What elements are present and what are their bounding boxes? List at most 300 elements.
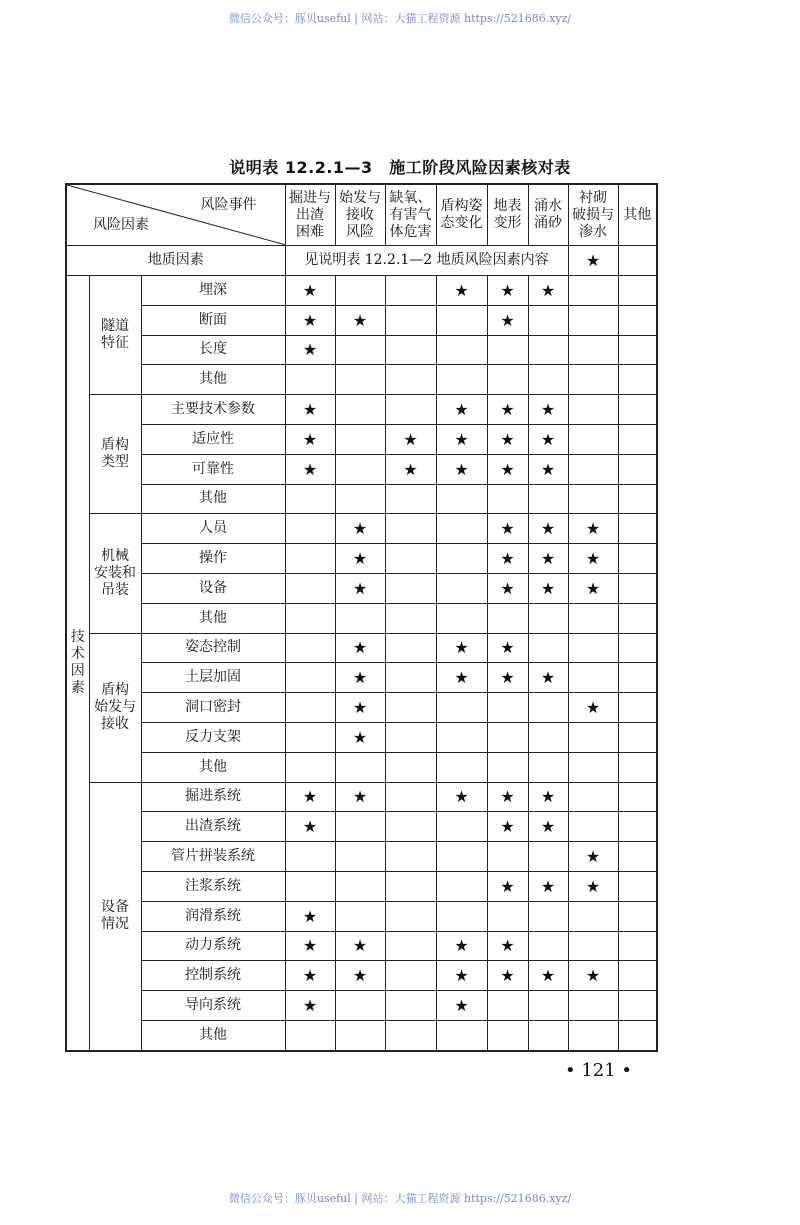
- empty-cell: [487, 842, 528, 872]
- empty-cell: [487, 693, 528, 723]
- geology-label: 地质因素: [66, 246, 285, 276]
- group-label: [89, 633, 141, 782]
- table-row: [66, 573, 657, 603]
- group-label-line: 特征: [101, 335, 129, 352]
- star-mark: ★: [436, 991, 487, 1021]
- star-mark: ★: [487, 782, 528, 812]
- event-header-line: 盾构姿: [440, 198, 483, 214]
- event-header-line: 涌水: [534, 198, 562, 214]
- factor-name: 其他: [141, 603, 285, 633]
- factor-name: 姿态控制: [141, 633, 285, 663]
- empty-cell: [568, 454, 618, 484]
- empty-cell: [385, 603, 436, 633]
- risk-factor-checklist-table: [65, 183, 658, 1052]
- empty-cell: [285, 1020, 335, 1050]
- empty-cell: [568, 424, 618, 454]
- empty-cell: [436, 842, 487, 872]
- star-mark: ★: [385, 424, 436, 454]
- group-label-line: 情况: [101, 916, 129, 933]
- empty-cell: [618, 335, 657, 365]
- star-mark: ★: [335, 722, 385, 752]
- empty-cell: [385, 782, 436, 812]
- star-mark: ★: [335, 633, 385, 663]
- empty-cell: [335, 871, 385, 901]
- table-row: [66, 395, 657, 425]
- geology-note: 见说明表 12.2.1—2 地质风险因素内容: [285, 246, 568, 276]
- star-mark: ★: [528, 573, 568, 603]
- empty-cell: [436, 871, 487, 901]
- corner-factor-label: 风险因素: [93, 217, 149, 233]
- star-mark: ★: [487, 931, 528, 961]
- geology-other-cell: [618, 246, 657, 276]
- factor-name: 人员: [141, 514, 285, 544]
- group-label: [89, 395, 141, 514]
- star-mark: ★: [285, 812, 335, 842]
- factor-name: 掘进系统: [141, 782, 285, 812]
- empty-cell: [618, 633, 657, 663]
- empty-cell: [568, 603, 618, 633]
- table-row: [66, 335, 657, 365]
- star-mark: ★: [385, 454, 436, 484]
- star-mark: ★: [285, 454, 335, 484]
- empty-cell: [618, 424, 657, 454]
- empty-cell: [618, 782, 657, 812]
- event-header-line: 变形: [493, 215, 522, 231]
- empty-cell: [436, 901, 487, 931]
- star-mark: ★: [285, 931, 335, 961]
- star-mark: ★: [528, 276, 568, 306]
- empty-cell: [487, 484, 528, 514]
- star-mark: ★: [436, 961, 487, 991]
- empty-cell: [568, 365, 618, 395]
- geology-row: [66, 246, 657, 276]
- table-row: [66, 901, 657, 931]
- empty-cell: [618, 871, 657, 901]
- factor-name: 注浆系统: [141, 871, 285, 901]
- event-header-4: [487, 184, 528, 246]
- empty-cell: [436, 603, 487, 633]
- empty-cell: [436, 544, 487, 574]
- empty-cell: [618, 991, 657, 1021]
- event-header-line: 衬砌: [579, 189, 607, 206]
- star-mark: ★: [335, 693, 385, 723]
- empty-cell: [568, 335, 618, 365]
- empty-cell: [568, 276, 618, 306]
- star-mark: ★: [285, 991, 335, 1021]
- star-mark: ★: [487, 663, 528, 693]
- empty-cell: [385, 633, 436, 663]
- star-mark: ★: [528, 424, 568, 454]
- table-row: [66, 722, 657, 752]
- tech-factor-char: 素: [70, 679, 85, 696]
- empty-cell: [528, 305, 568, 335]
- empty-cell: [618, 1020, 657, 1050]
- empty-cell: [528, 633, 568, 663]
- star-mark: ★: [285, 782, 335, 812]
- empty-cell: [285, 842, 335, 872]
- empty-cell: [385, 722, 436, 752]
- star-mark: ★: [487, 424, 528, 454]
- empty-cell: [487, 1020, 528, 1050]
- star-mark: ★: [436, 395, 487, 425]
- corner-event-label: 风险事件: [200, 197, 257, 213]
- empty-cell: [335, 752, 385, 782]
- factor-name: 操作: [141, 544, 285, 574]
- event-header-line: 其他: [623, 206, 652, 223]
- star-mark: ★: [335, 663, 385, 693]
- empty-cell: [385, 663, 436, 693]
- factor-name: 其他: [141, 1020, 285, 1050]
- factor-name: 设备: [141, 573, 285, 603]
- empty-cell: [385, 484, 436, 514]
- empty-cell: [568, 633, 618, 663]
- empty-cell: [385, 812, 436, 842]
- empty-cell: [385, 842, 436, 872]
- star-mark: ★: [285, 276, 335, 306]
- empty-cell: [385, 573, 436, 603]
- empty-cell: [528, 603, 568, 633]
- star-mark: ★: [528, 961, 568, 991]
- corner-header-cell: [66, 184, 285, 246]
- empty-cell: [436, 812, 487, 842]
- star-mark: ★: [436, 931, 487, 961]
- group-label-line: 隧道: [101, 318, 129, 335]
- factor-name: 其他: [141, 365, 285, 395]
- table-row: [66, 871, 657, 901]
- factor-name: 导向系统: [141, 991, 285, 1021]
- empty-cell: [618, 663, 657, 693]
- page-number: • 121 •: [565, 1060, 633, 1081]
- empty-cell: [436, 752, 487, 782]
- table-title: 说明表 12.2.1—3 施工阶段风险因素核对表: [229, 158, 571, 177]
- empty-cell: [335, 901, 385, 931]
- factor-name: 其他: [141, 484, 285, 514]
- factor-name: 长度: [141, 335, 285, 365]
- empty-cell: [385, 1020, 436, 1050]
- star-mark: ★: [568, 514, 618, 544]
- empty-cell: [285, 573, 335, 603]
- factor-name: 控制系统: [141, 961, 285, 991]
- group-label-line: 始发与: [94, 699, 136, 716]
- event-header-line: 出渣: [296, 206, 324, 223]
- empty-cell: [618, 484, 657, 514]
- group-label: [89, 276, 141, 395]
- empty-cell: [568, 991, 618, 1021]
- empty-cell: [487, 991, 528, 1021]
- table-row: [66, 365, 657, 395]
- factor-name: 适应性: [141, 424, 285, 454]
- star-mark: ★: [528, 454, 568, 484]
- empty-cell: [528, 931, 568, 961]
- empty-cell: [285, 365, 335, 395]
- star-mark: ★: [335, 931, 385, 961]
- empty-cell: [568, 1020, 618, 1050]
- table-row: [66, 752, 657, 782]
- empty-cell: [528, 842, 568, 872]
- watermark-bottom: 微信公众号：豚贝useful | 网站：大猫工程资源 https://521686.xyz/: [228, 1192, 572, 1205]
- empty-cell: [385, 931, 436, 961]
- empty-cell: [335, 1020, 385, 1050]
- event-header-line: 缺氧、: [389, 189, 432, 206]
- table-row: [66, 961, 657, 991]
- table-row: [66, 454, 657, 484]
- star-mark: ★: [487, 633, 528, 663]
- empty-cell: [436, 365, 487, 395]
- empty-cell: [618, 365, 657, 395]
- empty-cell: [436, 305, 487, 335]
- group-label-line: 盾构: [101, 682, 129, 699]
- factor-name: 埋深: [141, 276, 285, 306]
- empty-cell: [385, 871, 436, 901]
- empty-cell: [568, 663, 618, 693]
- empty-cell: [436, 1020, 487, 1050]
- event-header-1: [335, 184, 385, 246]
- factor-name: 洞口密封: [141, 693, 285, 723]
- factor-name: 断面: [141, 305, 285, 335]
- event-header-line: 始发与: [339, 189, 381, 206]
- table-row: [66, 484, 657, 514]
- star-mark: ★: [436, 424, 487, 454]
- empty-cell: [385, 335, 436, 365]
- empty-cell: [335, 365, 385, 395]
- empty-cell: [385, 991, 436, 1021]
- star-mark: ★: [568, 573, 618, 603]
- event-header-line: 困难: [296, 223, 324, 240]
- empty-cell: [385, 693, 436, 723]
- star-mark: ★: [487, 305, 528, 335]
- empty-cell: [385, 514, 436, 544]
- empty-cell: [618, 961, 657, 991]
- table-row: [66, 663, 657, 693]
- star-mark: ★: [487, 573, 528, 603]
- empty-cell: [528, 365, 568, 395]
- empty-cell: [436, 722, 487, 752]
- group-label-line: 类型: [101, 454, 129, 471]
- factor-name: 可靠性: [141, 454, 285, 484]
- event-header-line: 态变化: [440, 215, 483, 231]
- empty-cell: [528, 901, 568, 931]
- event-header-line: 涌砂: [534, 215, 562, 231]
- empty-cell: [385, 365, 436, 395]
- empty-cell: [618, 603, 657, 633]
- event-header-5: [528, 184, 568, 246]
- factor-name: 土层加固: [141, 663, 285, 693]
- empty-cell: [568, 931, 618, 961]
- star-mark: ★: [285, 961, 335, 991]
- star-mark: ★: [335, 782, 385, 812]
- empty-cell: [385, 276, 436, 306]
- empty-cell: [335, 276, 385, 306]
- star-mark: ★: [436, 782, 487, 812]
- empty-cell: [528, 693, 568, 723]
- empty-cell: [618, 573, 657, 603]
- event-header-0: [285, 184, 335, 246]
- table-row: [66, 991, 657, 1021]
- star-mark: ★: [528, 812, 568, 842]
- star-mark: ★: [528, 782, 568, 812]
- empty-cell: [618, 812, 657, 842]
- factor-name: 主要技术参数: [141, 395, 285, 425]
- star-mark: ★: [528, 395, 568, 425]
- empty-cell: [285, 603, 335, 633]
- empty-cell: [335, 395, 385, 425]
- star-mark: ★: [436, 633, 487, 663]
- factor-name: 润滑系统: [141, 901, 285, 931]
- empty-cell: [487, 335, 528, 365]
- table-row: [66, 782, 657, 812]
- star-mark: ★: [568, 693, 618, 723]
- empty-cell: [618, 454, 657, 484]
- header-row: [66, 184, 657, 246]
- empty-cell: [568, 395, 618, 425]
- empty-cell: [335, 335, 385, 365]
- star-mark: ★: [285, 335, 335, 365]
- empty-cell: [285, 484, 335, 514]
- factor-name: 反力支架: [141, 722, 285, 752]
- star-mark: ★: [487, 812, 528, 842]
- empty-cell: [618, 544, 657, 574]
- factor-name: 管片拼装系统: [141, 842, 285, 872]
- table-row: [66, 693, 657, 723]
- group-label-line: 设备: [101, 899, 129, 916]
- event-header-line: 破损与: [572, 206, 614, 223]
- empty-cell: [385, 901, 436, 931]
- empty-cell: [568, 782, 618, 812]
- empty-cell: [487, 603, 528, 633]
- table-row: [66, 1020, 657, 1050]
- star-mark: ★: [487, 871, 528, 901]
- empty-cell: [285, 871, 335, 901]
- empty-cell: [436, 573, 487, 603]
- group-label: [89, 782, 141, 1051]
- star-mark: ★: [436, 663, 487, 693]
- event-header-line: 地表: [493, 198, 522, 214]
- empty-cell: [487, 722, 528, 752]
- star-mark: ★: [335, 514, 385, 544]
- star-mark: ★: [487, 961, 528, 991]
- empty-cell: [285, 693, 335, 723]
- empty-cell: [618, 395, 657, 425]
- star-mark: ★: [568, 544, 618, 574]
- watermark-top: 微信公众号：豚贝useful | 网站：大猫工程资源 https://521686.xyz/: [228, 12, 572, 25]
- tech-factor-char: 术: [70, 645, 85, 662]
- empty-cell: [568, 722, 618, 752]
- empty-cell: [618, 752, 657, 782]
- empty-cell: [436, 335, 487, 365]
- empty-cell: [528, 752, 568, 782]
- empty-cell: [385, 305, 436, 335]
- group-label-line: 接收: [101, 716, 129, 733]
- event-header-2: [385, 184, 436, 246]
- empty-cell: [285, 722, 335, 752]
- empty-cell: [335, 484, 385, 514]
- table-row: [66, 276, 657, 306]
- empty-cell: [335, 991, 385, 1021]
- empty-cell: [436, 693, 487, 723]
- tech-factor-label: [66, 276, 89, 1051]
- empty-cell: [618, 931, 657, 961]
- empty-cell: [385, 752, 436, 782]
- table-row: [66, 544, 657, 574]
- empty-cell: [528, 1020, 568, 1050]
- table-row: [66, 812, 657, 842]
- empty-cell: [618, 276, 657, 306]
- event-header-line: 接收: [346, 206, 374, 223]
- group-label-line: 机械: [101, 547, 129, 564]
- event-header-7: [618, 184, 657, 246]
- star-mark: ★: [487, 454, 528, 484]
- star-mark: ★: [285, 305, 335, 335]
- geology-lining-star: ★: [568, 246, 618, 276]
- empty-cell: [528, 722, 568, 752]
- star-mark: ★: [528, 663, 568, 693]
- event-header-6: [568, 184, 618, 246]
- empty-cell: [487, 901, 528, 931]
- empty-cell: [385, 544, 436, 574]
- empty-cell: [487, 365, 528, 395]
- tech-factor-char: 因: [70, 662, 85, 679]
- star-mark: ★: [436, 276, 487, 306]
- table-row: [66, 305, 657, 335]
- star-mark: ★: [335, 305, 385, 335]
- star-mark: ★: [285, 395, 335, 425]
- event-header-line: 风险: [346, 223, 374, 240]
- star-mark: ★: [487, 276, 528, 306]
- empty-cell: [528, 335, 568, 365]
- star-mark: ★: [487, 544, 528, 574]
- star-mark: ★: [285, 901, 335, 931]
- empty-cell: [568, 901, 618, 931]
- factor-name: 其他: [141, 752, 285, 782]
- table-row: [66, 424, 657, 454]
- star-mark: ★: [436, 454, 487, 484]
- event-header-line: 有害气: [389, 206, 432, 223]
- group-label: [89, 514, 141, 633]
- empty-cell: [528, 991, 568, 1021]
- empty-cell: [618, 901, 657, 931]
- event-header-3: [436, 184, 487, 246]
- group-label-line: 吊装: [101, 581, 129, 598]
- empty-cell: [618, 693, 657, 723]
- star-mark: ★: [568, 961, 618, 991]
- empty-cell: [436, 484, 487, 514]
- empty-cell: [285, 544, 335, 574]
- empty-cell: [385, 395, 436, 425]
- factor-name: 动力系统: [141, 931, 285, 961]
- star-mark: ★: [335, 573, 385, 603]
- empty-cell: [568, 812, 618, 842]
- empty-cell: [285, 752, 335, 782]
- empty-cell: [568, 484, 618, 514]
- empty-cell: [528, 484, 568, 514]
- star-mark: ★: [487, 514, 528, 544]
- empty-cell: [568, 305, 618, 335]
- diagonal-divider: [67, 185, 286, 245]
- group-label-line: 安装和: [94, 564, 136, 581]
- star-mark: ★: [335, 544, 385, 574]
- event-header-line: 渗水: [579, 223, 607, 240]
- event-header-line: 体危害: [389, 223, 432, 240]
- star-mark: ★: [568, 842, 618, 872]
- empty-cell: [285, 633, 335, 663]
- empty-cell: [618, 722, 657, 752]
- empty-cell: [335, 424, 385, 454]
- table-row: [66, 931, 657, 961]
- star-mark: ★: [528, 514, 568, 544]
- table-row: [66, 842, 657, 872]
- empty-cell: [335, 603, 385, 633]
- empty-cell: [618, 842, 657, 872]
